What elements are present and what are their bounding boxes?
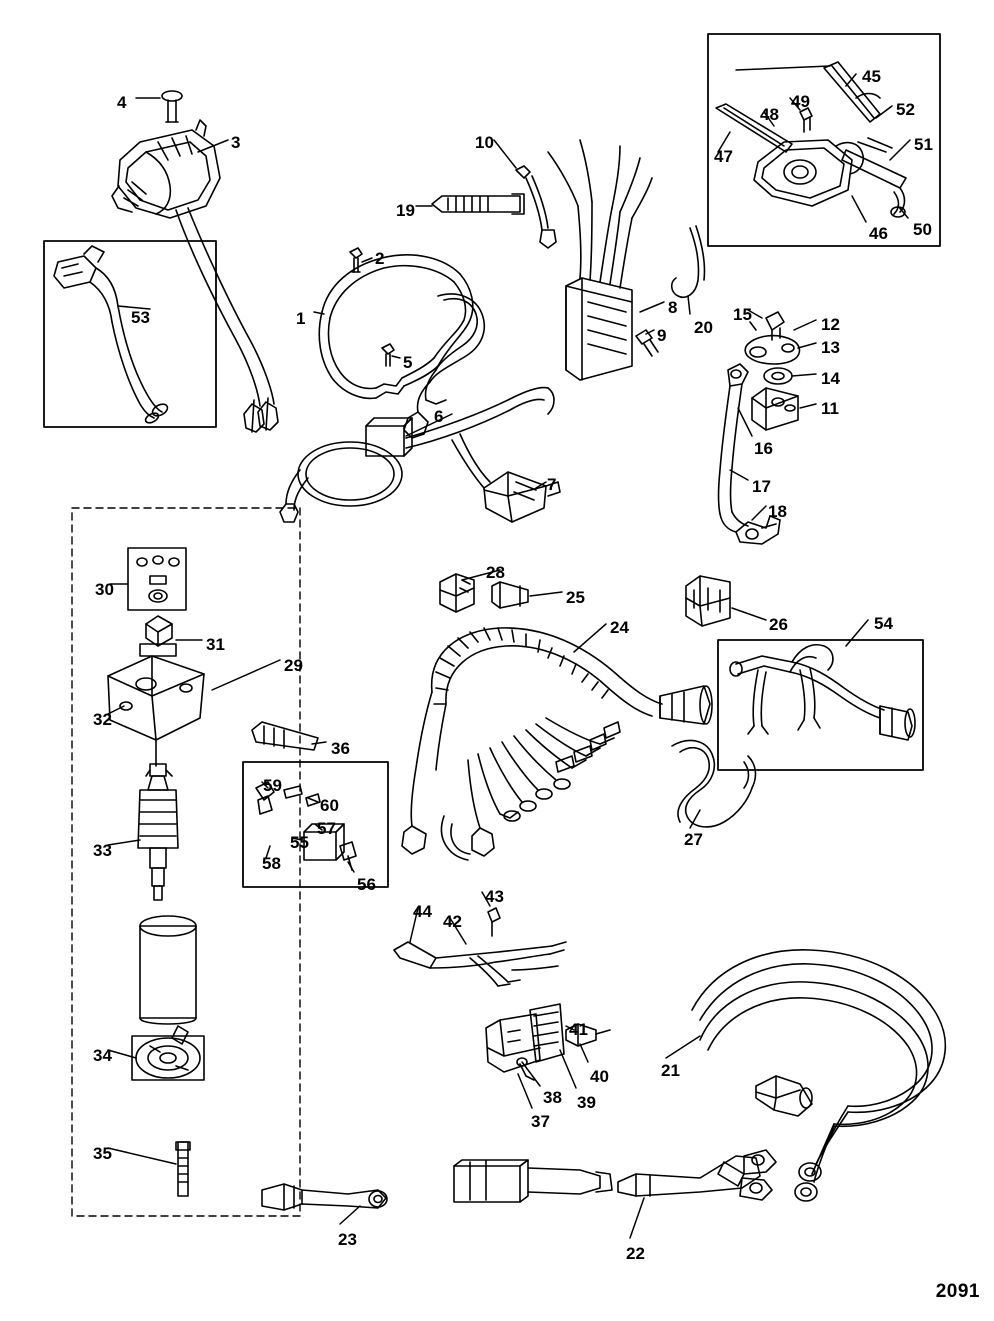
callout-49: 49 [791, 92, 810, 111]
callout-22: 22 [626, 1244, 645, 1263]
callout-8: 8 [668, 298, 678, 317]
callout-10: 10 [475, 133, 494, 152]
callout-17: 17 [752, 477, 771, 496]
callout-14: 14 [821, 369, 840, 388]
callout-51: 51 [914, 135, 933, 154]
callout-31: 31 [206, 635, 225, 654]
callout-37: 37 [531, 1112, 550, 1131]
callout-34: 34 [93, 1046, 112, 1065]
callout-32: 32 [93, 710, 112, 729]
callout-4: 4 [117, 93, 127, 112]
callout-1: 1 [296, 309, 306, 328]
callout-57: 57 [317, 819, 336, 838]
callout-47: 47 [714, 147, 733, 166]
callout-44: 44 [413, 902, 432, 921]
callout-42: 42 [443, 912, 462, 931]
callout-26: 26 [769, 615, 788, 634]
callout-53: 53 [131, 308, 150, 327]
callout-60: 60 [320, 796, 339, 815]
callout-50: 50 [913, 220, 932, 239]
callout-55: 55 [290, 833, 309, 852]
callout-35: 35 [93, 1144, 112, 1163]
callout-3: 3 [231, 133, 241, 152]
callout-20: 20 [694, 318, 713, 337]
sheet-code: 2091 [935, 1281, 980, 1302]
callout-40: 40 [590, 1067, 609, 1086]
callout-15: 15 [733, 305, 752, 324]
callout-18: 18 [768, 502, 787, 521]
callout-39: 39 [577, 1093, 596, 1112]
callout-13: 13 [821, 338, 840, 357]
callout-11: 11 [821, 399, 839, 418]
callout-27: 27 [684, 830, 703, 849]
callout-7: 7 [547, 475, 557, 494]
callout-24: 24 [610, 618, 629, 637]
callout-6: 6 [434, 407, 444, 426]
callout-54: 54 [874, 614, 893, 633]
callout-16: 16 [754, 439, 773, 458]
callout-33: 33 [93, 841, 112, 860]
callout-12: 12 [821, 315, 840, 334]
callout-59: 59 [263, 776, 282, 795]
callout-38: 38 [543, 1088, 562, 1107]
callout-23: 23 [338, 1230, 357, 1249]
callout-36: 36 [331, 739, 350, 758]
callout-45: 45 [862, 67, 881, 86]
callout-43: 43 [485, 887, 504, 906]
callout-52: 52 [896, 100, 915, 119]
callout-29: 29 [284, 656, 303, 675]
callout-5: 5 [403, 353, 413, 372]
callout-21: 21 [661, 1061, 680, 1080]
callout-9: 9 [657, 326, 667, 345]
callout-25: 25 [566, 588, 585, 607]
callout-48: 48 [760, 105, 779, 124]
callout-58: 58 [262, 854, 281, 873]
callout-41: 41 [569, 1020, 588, 1039]
callout-2: 2 [375, 249, 385, 268]
callout-46: 46 [869, 224, 888, 243]
callout-56: 56 [357, 875, 376, 894]
callout-30: 30 [95, 580, 114, 599]
callout-19: 19 [396, 201, 415, 220]
callout-28: 28 [486, 563, 505, 582]
